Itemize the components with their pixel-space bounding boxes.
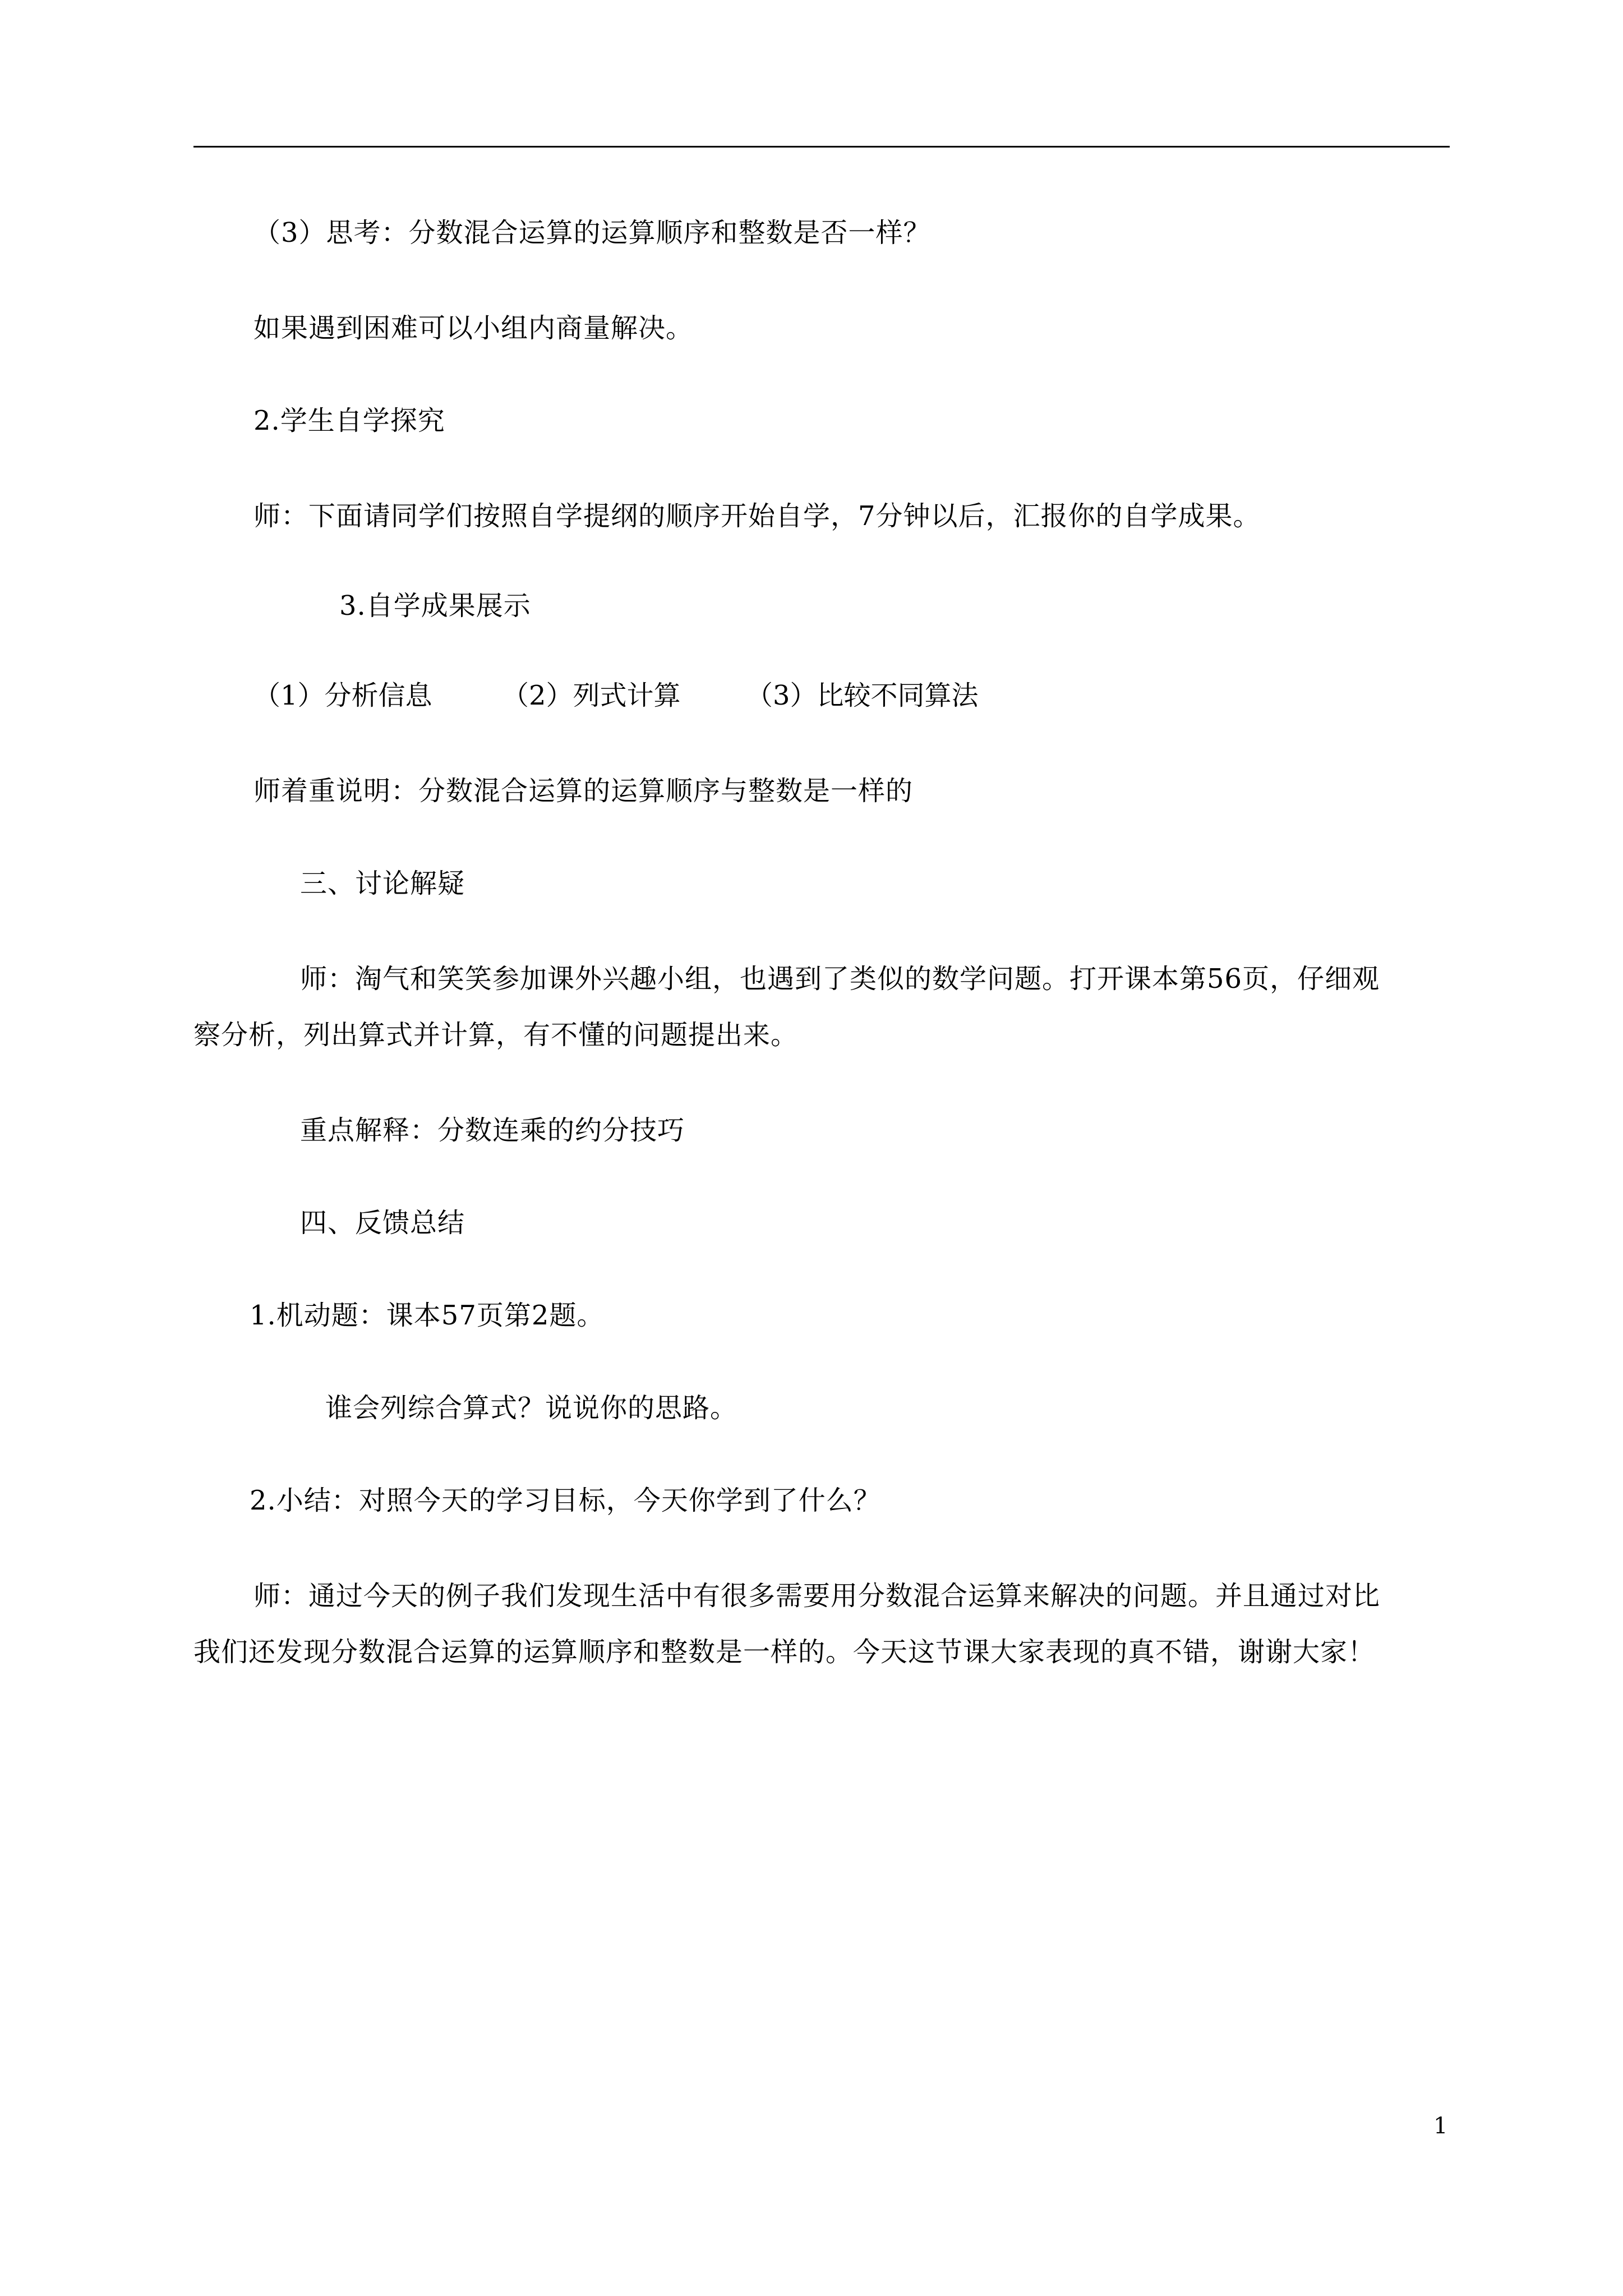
heading-self-study: 2.学生自学探究 xyxy=(253,405,445,436)
paragraph-discussion-line2: 察分析，列出算式并计算，有不懂的问题提出来。 xyxy=(193,1019,799,1051)
heading-feedback-summary: 四、反馈总结 xyxy=(300,1207,465,1239)
paragraph-comprehensive-formula: 谁会列综合算式？说说你的思路。 xyxy=(325,1392,738,1424)
paragraph-key-explanation: 重点解释：分数连乘的约分技巧 xyxy=(300,1115,685,1146)
option-compare-methods: （3）比较不同算法 xyxy=(746,680,979,711)
paragraph-teacher-emphasis: 师着重说明：分数混合运算的运算顺序与整数是一样的 xyxy=(253,775,914,807)
heading-discussion: 三、讨论解疑 xyxy=(300,868,465,899)
option-analyze-info: （1）分析信息 xyxy=(253,680,432,711)
option-list-calculation: （2）列式计算 xyxy=(502,680,681,711)
paragraph-discussion-line1: 师：淘气和笑笑参加课外兴趣小组，也遇到了类似的数学问题。打开课本第56页，仔细观 xyxy=(300,963,1380,995)
paragraph-group-help: 如果遇到困难可以小组内商量解决。 xyxy=(253,312,694,344)
paragraph-flex-question: 1.机动题：课本57页第2题。 xyxy=(250,1300,605,1331)
paragraph-closing-line1: 师：通过今天的例子我们发现生活中有很多需要用分数混合运算来解决的问题。并且通过对比 xyxy=(253,1580,1381,1612)
paragraph-summary: 2.小结：对照今天的学习目标，今天你学到了什么？ xyxy=(250,1485,881,1516)
think-question: （3）思考：分数混合运算的运算顺序和整数是否一样？ xyxy=(253,217,931,249)
page-number: 1 xyxy=(1433,2113,1448,2139)
heading-results-display: 3.自学成果展示 xyxy=(339,590,531,622)
header-rule xyxy=(193,146,1450,148)
paragraph-teacher-instruction: 师：下面请同学们按照自学提纲的顺序开始自学，7分钟以后，汇报你的自学成果。 xyxy=(253,500,1261,532)
paragraph-closing-line2: 我们还发现分数混合运算的运算顺序和整数是一样的。今天这节课大家表现的真不错，谢谢大家！ xyxy=(193,1636,1376,1668)
